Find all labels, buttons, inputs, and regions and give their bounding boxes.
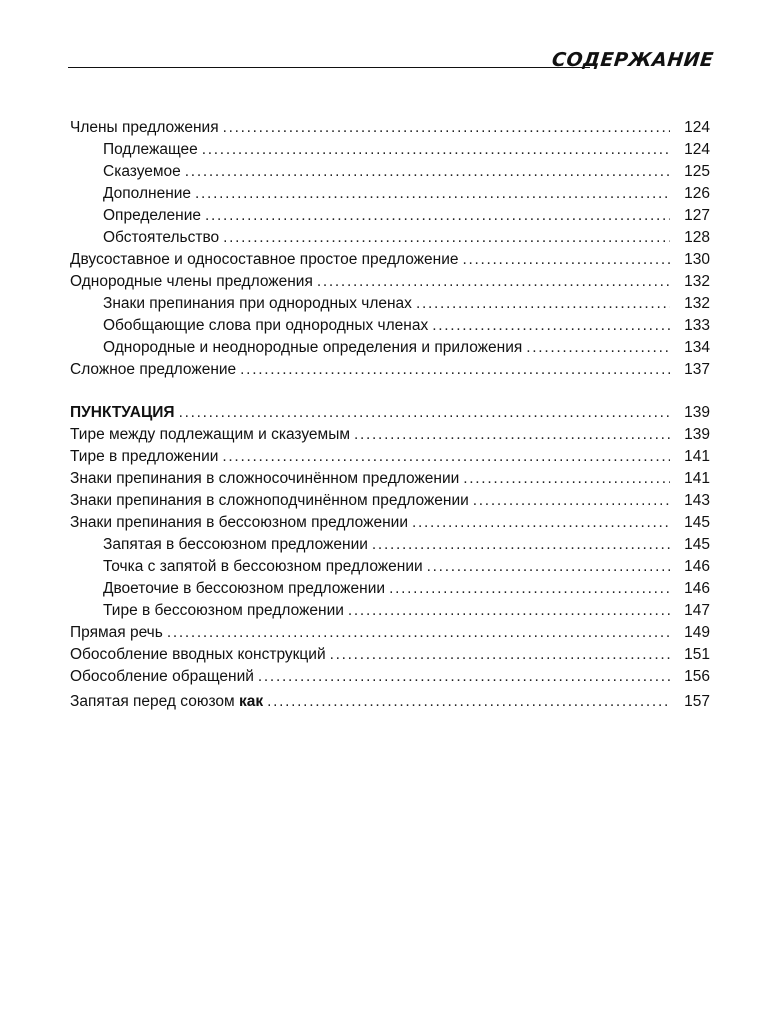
- leader-dots: [240, 359, 670, 381]
- toc-subentry[interactable]: [70, 183, 710, 205]
- toc-entry-page: 128: [684, 229, 710, 246]
- leader-dots: [389, 578, 670, 600]
- toc-entry-label: Однородные члены предложения: [70, 273, 313, 290]
- leader-dots: [167, 622, 670, 644]
- toc-entry-label: ПУНКТУАЦИЯ: [70, 404, 175, 421]
- toc-entry-label: Точка с запятой в бессоюзном предложении: [103, 558, 423, 575]
- toc-entry-label: Дополнение: [103, 185, 192, 202]
- leader-dots: [412, 512, 670, 534]
- toc-entry-page: 141: [684, 470, 710, 487]
- leader-dots: [354, 424, 670, 446]
- toc-entry-page: 146: [684, 580, 710, 597]
- toc-entry[interactable]: [70, 446, 710, 468]
- toc-subentry[interactable]: [70, 161, 710, 183]
- toc-entry-page: 151: [684, 646, 710, 663]
- leader-dots: [202, 139, 670, 161]
- leader-dots: [526, 337, 670, 359]
- toc-section-punctuation: [70, 402, 710, 688]
- toc-entry[interactable]: [70, 249, 710, 271]
- toc-entry-page: 145: [684, 536, 710, 553]
- leader-dots: [348, 600, 670, 622]
- leader-dots: [317, 271, 670, 293]
- toc-entry-page: 146: [684, 558, 710, 575]
- table-of-contents: [70, 117, 710, 713]
- toc-entry-label: Обстоятельство: [103, 229, 220, 246]
- leader-dots: [473, 490, 670, 512]
- page-title: СОДЕРЖАНИЕ: [551, 49, 716, 71]
- toc-subentry[interactable]: [70, 205, 710, 227]
- leader-dots: [432, 315, 670, 337]
- toc-entry-page: 130: [684, 251, 710, 268]
- toc-entry-page: 127: [684, 207, 710, 224]
- toc-entry-page: 124: [684, 119, 710, 136]
- toc-subentry[interactable]: [70, 534, 710, 556]
- leader-dots: [179, 402, 670, 424]
- leader-dots: [195, 183, 670, 205]
- toc-subentry[interactable]: [70, 600, 710, 622]
- toc-subentry[interactable]: [70, 227, 710, 249]
- toc-entry-label: Сложное предложение: [70, 361, 237, 378]
- toc-entry-label: Знаки препинания в сложносочинённом предложении: [70, 470, 460, 487]
- toc-entry-label: Знаки препинания при однородных членах: [103, 295, 412, 312]
- toc-entry-label: Тире в бессоюзном предложении: [103, 602, 344, 619]
- toc-entry[interactable]: [70, 622, 710, 644]
- toc-entry-label: Обобщающие слова при однородных членах: [103, 317, 429, 334]
- toc-entry[interactable]: [70, 424, 710, 446]
- toc-entry-label-bold: как: [238, 693, 264, 710]
- toc-entry-page: 156: [684, 668, 710, 685]
- leader-dots: [267, 691, 670, 713]
- toc-entry-page: 134: [684, 339, 710, 356]
- toc-entry-label: [70, 691, 263, 713]
- leader-dots: [462, 249, 670, 271]
- toc-subentry[interactable]: [70, 578, 710, 600]
- toc-entry-page: 125: [684, 163, 710, 180]
- toc-entry-page: 133: [684, 317, 710, 334]
- toc-entry-label: Двоеточие в бессоюзном предложении: [103, 580, 386, 597]
- toc-entry[interactable]: [70, 644, 710, 666]
- toc-entry-page: 139: [684, 404, 710, 421]
- toc-entry[interactable]: [70, 691, 710, 713]
- toc-entry-page: 157: [684, 693, 710, 710]
- leader-dots: [427, 556, 670, 578]
- leader-dots: [185, 161, 670, 183]
- toc-entry[interactable]: [70, 490, 710, 512]
- toc-entry-label: Тире в предложении: [70, 448, 219, 465]
- toc-entry-page: 145: [684, 514, 710, 531]
- toc-subentry[interactable]: [70, 337, 710, 359]
- toc-section-members: [70, 117, 710, 381]
- toc-entry-page: 143: [684, 492, 710, 509]
- toc-entry-page: 126: [684, 185, 710, 202]
- toc-entry-label-text: Запятая перед союзом: [70, 693, 239, 710]
- toc-entry-label: Сказуемое: [103, 163, 181, 180]
- leader-dots: [223, 227, 670, 249]
- page-header: [68, 49, 716, 75]
- toc-entry-label: Обособление вводных конструкций: [70, 646, 326, 663]
- toc-subentry[interactable]: [70, 139, 710, 161]
- toc-entry-label: Обособление обращений: [70, 668, 254, 685]
- toc-entry[interactable]: [70, 468, 710, 490]
- toc-entry-label: Подлежащее: [103, 141, 198, 158]
- toc-entry-label: Прямая речь: [70, 624, 163, 641]
- toc-entry-page: 147: [684, 602, 710, 619]
- toc-entry[interactable]: [70, 512, 710, 534]
- leader-dots: [258, 666, 670, 688]
- leader-dots: [372, 534, 670, 556]
- toc-entry-page: 139: [684, 426, 710, 443]
- toc-entry-label: Двусоставное и односоставное простое предложение: [70, 251, 459, 268]
- header-rule: [68, 67, 590, 68]
- toc-entry-label: Однородные и неоднородные определения и приложения: [103, 339, 523, 356]
- toc-entry[interactable]: [70, 359, 710, 381]
- toc-entry[interactable]: [70, 666, 710, 688]
- toc-entry-page: 141: [684, 448, 710, 465]
- toc-entry-label: Члены предложения: [70, 119, 219, 136]
- toc-entry-label: Знаки препинания в бессоюзном предложении: [70, 514, 408, 531]
- toc-entry-label: Запятая в бессоюзном предложении: [103, 536, 368, 553]
- leader-dots: [205, 205, 670, 227]
- toc-entry-page: 132: [684, 295, 710, 312]
- toc-entry-page: 149: [684, 624, 710, 641]
- leader-dots: [223, 117, 670, 139]
- leader-dots: [330, 644, 670, 666]
- leader-dots: [463, 468, 670, 490]
- toc-entry-page: 137: [684, 361, 710, 378]
- toc-entry-label: Определение: [103, 207, 202, 224]
- leader-dots: [416, 293, 670, 315]
- toc-subentry[interactable]: [70, 293, 710, 315]
- leader-dots: [222, 446, 670, 468]
- toc-entry-page: 132: [684, 273, 710, 290]
- toc-subentry[interactable]: [70, 315, 710, 337]
- toc-entry-label: Знаки препинания в сложноподчинённом предложении: [70, 492, 469, 509]
- toc-entry-label: Тире между подлежащим и сказуемым: [70, 426, 350, 443]
- section-gap: [70, 381, 710, 402]
- toc-subentry[interactable]: [70, 556, 710, 578]
- toc-entry[interactable]: [70, 117, 710, 139]
- toc-entry[interactable]: [70, 271, 710, 293]
- toc-entry[interactable]: [70, 402, 710, 424]
- toc-entry-page: 124: [684, 141, 710, 158]
